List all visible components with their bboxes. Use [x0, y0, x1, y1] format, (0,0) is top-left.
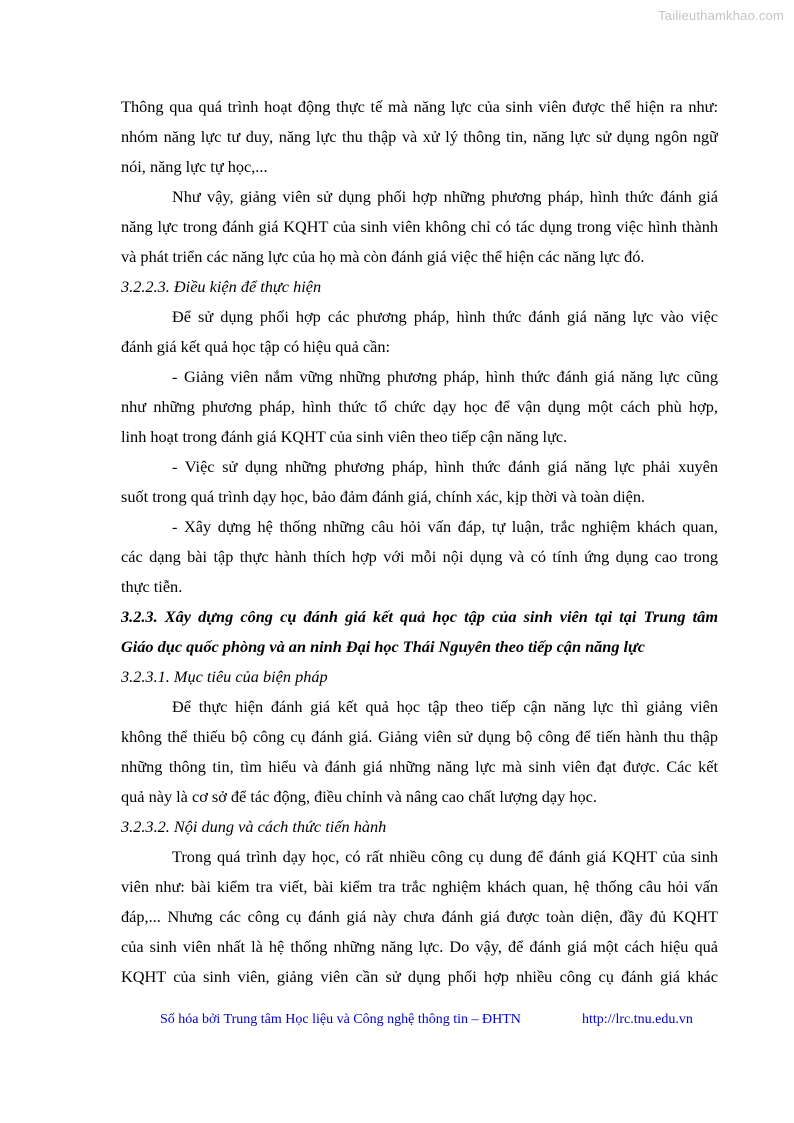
paragraph-line: năng lực trong đánh giá KQHT của sinh viên không chỉ có tác dụng trong việc hình thành: [121, 217, 718, 236]
section-heading: 3.2.3.1. Mục tiêu của biện pháp: [121, 667, 328, 686]
list-item-line: - Giảng viên nắm vững những phương pháp, hình thức đánh giá năng lực cũng: [172, 367, 718, 386]
paragraph-line: Để thực hiện đánh giá kết quả học tập theo tiếp cận năng lực thì giảng viên: [172, 697, 718, 716]
paragraph-line: những thông tin, tìm hiểu và đánh giá những năng lực mà sinh viên đạt được. Các kết: [121, 757, 718, 776]
paragraph-line: KQHT của sinh viên, giảng viên cần sử dụng phối hợp nhiều công cụ đánh giá khác: [121, 967, 718, 986]
paragraph-line: của sinh viên nhất là hệ thống những năng lực. Do vậy, để đánh giá một cách hiệu quả: [121, 937, 718, 956]
list-item-line: như những phương pháp, hình thức tổ chức dạy học để vận dụng một cách phù hợp,: [121, 397, 718, 416]
section-title: Giáo dục quốc phòng và an ninh Đại học Thái Nguyên theo tiếp cận năng lực: [121, 637, 646, 656]
document-body: [121, 92, 718, 992]
section-title: 3.2.3. Xây dựng công cụ đánh giá kết quả học tập của sinh viên tại tại Trung tâm: [121, 607, 718, 626]
list-item-line: linh hoạt trong đánh giá KQHT của sinh viên theo tiếp cận năng lực.: [121, 427, 568, 446]
paragraph-line: Trong quá trình dạy học, có rất nhiều công cụ dung để đánh giá KQHT của sinh: [172, 847, 718, 866]
watermark-text: Tailieuthamkhao.com: [658, 8, 784, 23]
paragraph-line: và phát triển các năng lực của họ mà còn đánh giá việc thể hiện các năng lực đó.: [121, 247, 645, 266]
footer-credit: Số hóa bởi Trung tâm Học liệu và Công nghệ thông tin – ĐHTN: [160, 1012, 521, 1027]
paragraph-line: đáp,... Nhưng các công cụ đánh giá này chưa đánh giá được toàn diện, đầy đủ KQHT: [121, 907, 718, 926]
paragraph-line: Để sử dụng phối hợp các phương pháp, hình thức đánh giá năng lực vào việc: [172, 307, 718, 326]
paragraph-line: quả này là cơ sở để tác động, điều chỉnh và nâng cao chất lượng dạy học.: [121, 787, 597, 806]
list-item-line: - Việc sử dụng những phương pháp, hình thức đánh giá năng lực phải xuyên: [172, 457, 718, 476]
section-heading: 3.2.3.2. Nội dung và cách thức tiến hành: [121, 817, 387, 836]
paragraph-line: Thông qua quá trình hoạt động thực tế mà năng lực của sinh viên được thể hiện ra như:: [121, 97, 718, 116]
paragraph-line: nói, năng lực tự học,...: [121, 157, 268, 176]
list-item-line: thực tiễn.: [121, 577, 183, 596]
paragraph-line: đánh giá kết quả học tập có hiệu quả cần:: [121, 337, 390, 356]
list-item-line: suốt trong quá trình dạy học, bảo đảm đánh giá, chính xác, kịp thời và toàn diện.: [121, 487, 646, 506]
paragraph-line: không thể thiếu bộ công cụ đánh giá. Giảng viên sử dụng bộ công để tiến hành thu thập: [121, 727, 718, 746]
footer-link[interactable]: http://lrc.tnu.edu.vn: [582, 1012, 693, 1027]
paragraph-line: viên như: bài kiểm tra viết, bài kiểm tra trắc nghiệm khách quan, hệ thống câu hỏi vấn: [121, 877, 718, 896]
section-heading: 3.2.2.3. Điều kiện để thực hiện: [121, 277, 322, 296]
paragraph-line: nhóm năng lực tư duy, năng lực thu thập và xử lý thông tin, năng lực sử dụng ngôn ngữ: [121, 127, 718, 146]
paragraph-line: Như vậy, giảng viên sử dụng phối hợp những phương pháp, hình thức đánh giá: [172, 187, 718, 206]
list-item-line: các dạng bài tập thực hành thích hợp với mỗi nội dụng và có tính ứng dụng cao trong: [121, 547, 718, 566]
list-item-line: - Xây dựng hệ thống những câu hỏi vấn đáp, tự luận, trắc nghiệm khách quan,: [172, 517, 718, 536]
